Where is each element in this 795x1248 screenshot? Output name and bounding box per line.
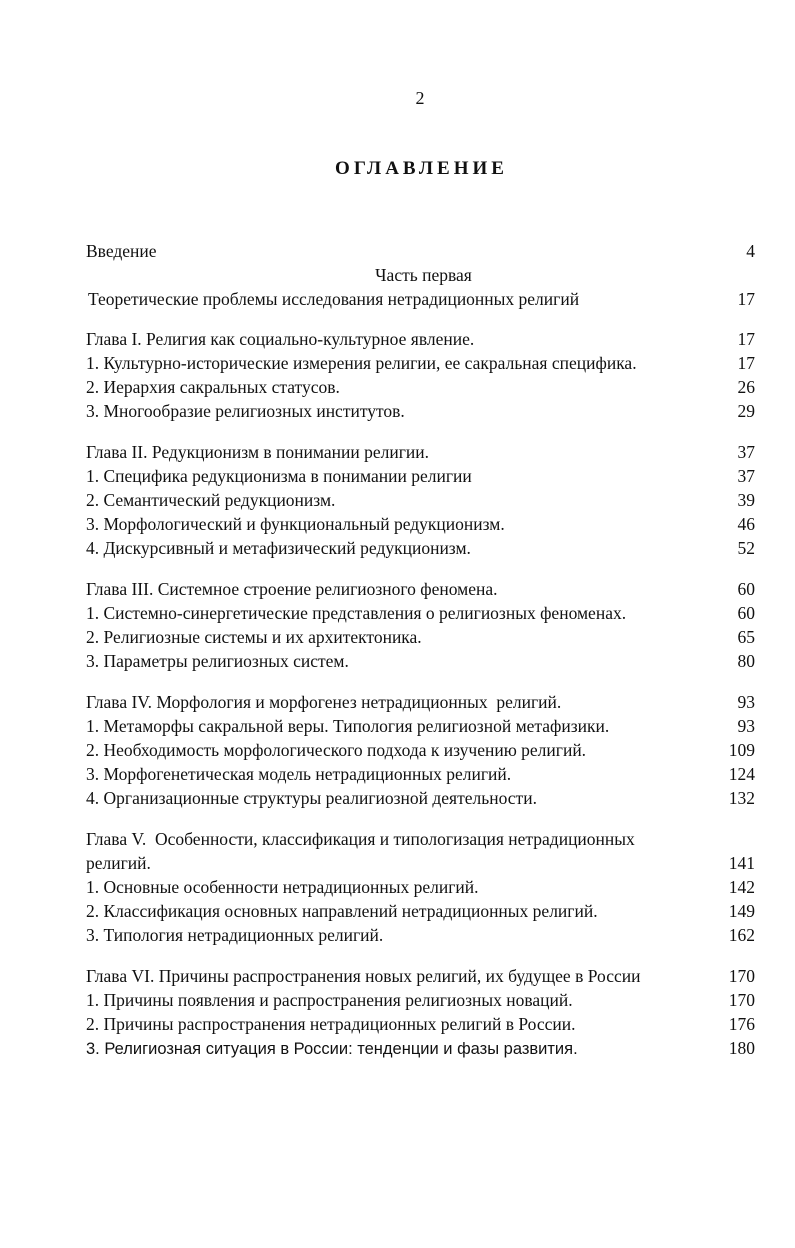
toc-entry-title: 1. Культурно-исторические измерения религии, ее сакральная специфика. <box>86 353 637 373</box>
toc-entry-title: 3. Религиозная ситуация в России: тенденции и фазы развития. <box>86 1040 578 1058</box>
toc-entry-section[interactable] <box>86 1036 755 1060</box>
toc-entry-section[interactable] <box>86 1012 755 1036</box>
chapter-group-5 <box>86 827 755 947</box>
toc-entry-title: 1. Специфика редукционизма в понимании религии <box>86 466 472 486</box>
toc-entry-section[interactable] <box>86 762 755 786</box>
table-of-contents <box>86 239 755 1060</box>
toc-entry-page: 52 <box>737 538 755 558</box>
toc-entry-section[interactable] <box>86 649 755 673</box>
toc-entry-page: 60 <box>737 579 755 599</box>
toc-entry-page: 39 <box>737 490 755 510</box>
toc-entry-page: 4 <box>746 241 755 261</box>
toc-entry-title: Глава III. Системное строение религиозного феномена. <box>86 579 498 599</box>
toc-entry-title: 1. Метаморфы сакральной веры. Типология религиозной метафизики. <box>86 716 610 736</box>
toc-entry-page: 37 <box>737 442 755 462</box>
toc-entry-section[interactable] <box>86 875 755 899</box>
toc-entry-chapter-2[interactable] <box>86 440 755 464</box>
toc-entry-section[interactable] <box>86 488 755 512</box>
toc-entry-page: 170 <box>728 966 755 986</box>
toc-entry-title: 1. Причины появления и распространения религиозных новаций. <box>86 990 573 1010</box>
page-number: 2 <box>415 88 425 108</box>
toc-entry-page: 46 <box>737 514 755 534</box>
toc-entry-page: 124 <box>728 764 755 784</box>
toc-entry-chapter-1[interactable] <box>86 327 755 351</box>
toc-entry-chapter-5[interactable] <box>86 851 755 875</box>
toc-entry-section[interactable] <box>86 923 755 947</box>
toc-entry-title: 3. Морфологический и функциональный редукционизм. <box>86 514 505 534</box>
toc-entry-title: 4. Организационные структуры реалигиозной деятельности. <box>86 788 537 808</box>
toc-entry-title: 2. Иерархия сакральных статусов. <box>86 377 340 397</box>
toc-entry-title: 2. Причины распространения нетрадиционных религий в России. <box>86 1014 576 1034</box>
toc-entry-page: 26 <box>737 377 755 397</box>
toc-entry-section[interactable] <box>86 601 755 625</box>
toc-entry-section[interactable] <box>86 512 755 536</box>
toc-entry-title: 1. Системно-синергетические представления о религиозных феноменах. <box>86 603 627 623</box>
toc-entry-page: 149 <box>728 901 755 921</box>
toc-entry-section[interactable] <box>86 738 755 762</box>
toc-entry-title: 1. Основные особенности нетрадиционных религий. <box>86 877 479 897</box>
toc-entry-chapter-5-line1[interactable] <box>86 827 755 851</box>
toc-entry-title: 2. Необходимость морфологического подхода к изучению религий. <box>86 740 587 760</box>
toc-entry-section[interactable] <box>86 988 755 1012</box>
toc-entry-section[interactable] <box>86 899 755 923</box>
toc-entry-title: 4. Дискурсивный и метафизический редукционизм. <box>86 538 471 558</box>
toc-entry-page: 162 <box>728 925 755 945</box>
toc-entry-intro[interactable] <box>86 239 755 263</box>
toc-entry-section[interactable] <box>86 375 755 399</box>
toc-entry-page: 141 <box>728 853 755 873</box>
toc-entry-page: 17 <box>737 329 755 349</box>
toc-entry-page: 142 <box>728 877 755 897</box>
toc-entry-section[interactable] <box>86 625 755 649</box>
chapter-group-6 <box>86 964 755 1060</box>
toc-entry-title: религий. <box>86 853 151 873</box>
toc-entry-part-one[interactable] <box>86 287 755 311</box>
toc-entry-page: 60 <box>737 603 755 623</box>
toc-entry-page: 109 <box>728 740 755 760</box>
toc-entry-title: 2. Семантический редукционизм. <box>86 490 336 510</box>
toc-entry-page: 17 <box>737 353 755 373</box>
chapter-group-3 <box>86 577 755 673</box>
toc-entry-title: 2. Классификация основных направлений нетрадиционных религий. <box>86 901 598 921</box>
toc-entry-section[interactable] <box>86 399 755 423</box>
chapter-group-1 <box>86 327 755 423</box>
toc-entry-page: 80 <box>737 651 755 671</box>
part-label: Часть первая <box>375 265 472 285</box>
toc-entry-title: 3. Многообразие религиозных институтов. <box>86 401 405 421</box>
toc-entry-page: 180 <box>728 1038 755 1058</box>
toc-entry-chapter-4[interactable] <box>86 690 755 714</box>
toc-entry-title: Теоретические проблемы исследования нетрадиционных религий <box>88 289 580 309</box>
toc-entry-page: 93 <box>737 692 755 712</box>
toc-entry-section[interactable] <box>86 786 755 810</box>
toc-entry-title: Глава V. Особенности, классификация и типологизация нетрадиционных <box>86 829 635 849</box>
toc-entry-title: Глава I. Религия как социально-культурное явление. <box>86 329 475 349</box>
toc-entry-title: 2. Религиозные системы и их архитектоника. <box>86 627 422 647</box>
toc-entry-chapter-3[interactable] <box>86 577 755 601</box>
toc-entry-title: Введение <box>86 241 157 261</box>
toc-entry-page: 93 <box>737 716 755 736</box>
toc-entry-page: 37 <box>737 466 755 486</box>
toc-entry-section[interactable] <box>86 351 755 375</box>
toc-entry-page: 176 <box>728 1014 755 1034</box>
toc-entry-page: 17 <box>737 289 755 309</box>
toc-entry-section[interactable] <box>86 536 755 560</box>
toc-entry-page: 170 <box>728 990 755 1010</box>
toc-entry-section[interactable] <box>86 714 755 738</box>
toc-entry-title: Глава II. Редукционизм в понимании религии. <box>86 442 429 462</box>
toc-entry-page: 29 <box>737 401 755 421</box>
toc-entry-page: 65 <box>737 627 755 647</box>
toc-entry-chapter-6[interactable] <box>86 964 755 988</box>
toc-entry-title: 3. Типология нетрадиционных религий. <box>86 925 384 945</box>
page-title: ОГЛАВЛЕНИЕ <box>335 158 508 179</box>
toc-entry-title: Глава VI. Причины распространения новых религий, их будущее в России <box>86 966 641 986</box>
toc-entry-title: 3. Морфогенетическая модель нетрадиционных религий. <box>86 764 512 784</box>
toc-entry-title: Глава IV. Морфология и морфогенез нетрадиционных религий. <box>86 692 562 712</box>
chapter-group-2 <box>86 440 755 560</box>
toc-entry-title: 3. Параметры религиозных систем. <box>86 651 349 671</box>
toc-entry-section[interactable] <box>86 464 755 488</box>
chapter-group-4 <box>86 690 755 810</box>
toc-entry-page: 132 <box>728 788 755 808</box>
